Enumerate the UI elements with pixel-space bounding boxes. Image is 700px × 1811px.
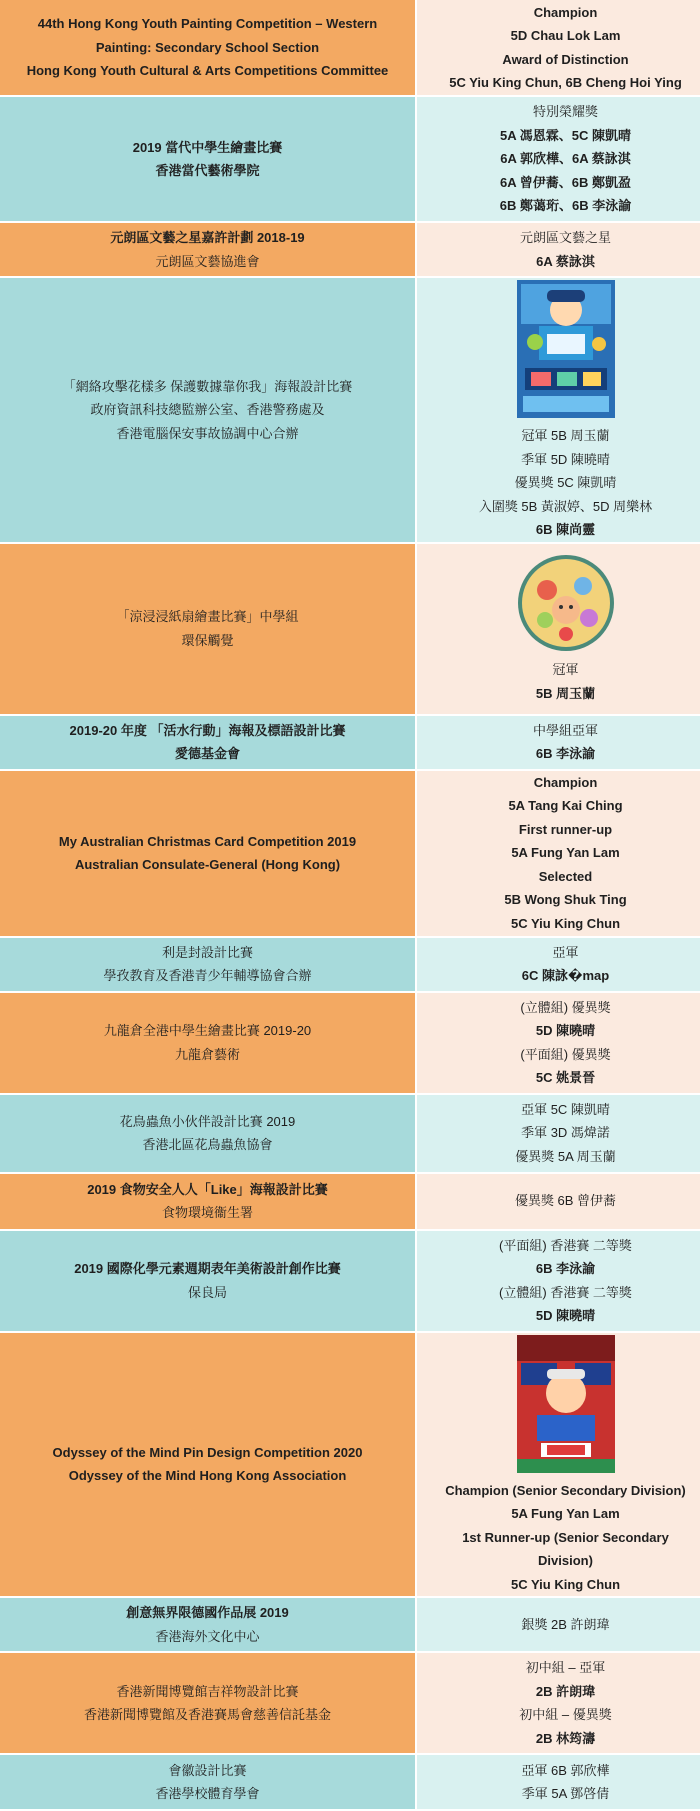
award-winner: 6B 李泳諭 [535,746,596,761]
award-winner: 亞軍 5C 陳凱晴 [521,1101,610,1117]
cyber-security-poster-image [517,280,615,418]
competition-cell [0,1597,416,1652]
competition-cell [0,1230,416,1332]
competition-cell [0,0,416,96]
award-winner: 5A Fung Yan Lam [511,845,620,861]
competition-organizer: 香港當代藝術學院 [155,163,260,178]
award-title: (立體組) 優異獎 [520,999,611,1015]
award-winner: 季軍 3D 馮煒諾 [521,1125,610,1141]
award-row [0,1652,700,1754]
competition-organizer: Australian Consulate-General (Hong Kong) [74,857,341,872]
award-winner: 5D 陳曉晴 [535,1023,596,1038]
competition-organizer: 香港新聞博覽館及香港賽馬會慈善信託基金 [83,1707,331,1722]
award-winner: 優異獎 5A 周玉蘭 [515,1148,616,1164]
competition-name: 創意無界限德國作品展 2019 [126,1605,289,1620]
fan-painting-image [517,554,615,652]
award-winner: 5D 陳曉晴 [535,1308,596,1323]
award-row [0,937,700,992]
competition-name: 會徽設計比賽 [168,1762,247,1778]
award-cell [416,96,700,222]
award-row [0,96,700,222]
award-title: Selected [538,868,593,884]
award-cell [416,1230,700,1332]
award-winner: 入圍獎 5B 黃淑婷、5D 周樂林 [478,498,653,514]
competition-cell [0,937,416,992]
award-winner: 5A Tang Kai Ching [508,798,623,814]
award-cell [416,0,700,96]
award-cell [416,543,700,715]
award-row [0,1754,700,1810]
award-winner: 5A Fung Yan Lam [511,1506,620,1521]
award-winner: 5A 馮恩霖、5C 陳凱晴 [500,127,631,143]
award-cell [416,770,700,937]
award-winner: 5C 姚景晉 [535,1070,596,1085]
award-winner: 冠軍 5B 周玉蘭 [521,428,610,443]
award-title: Division) [538,1553,593,1568]
award-winner: 5B Wong Shuk Ting [504,892,627,908]
competition-name: 九龍倉全港中學生繪畫比賽 2019-20 [103,1023,312,1038]
award-winner: 銀獎 2B 許朗瑋 [521,1616,610,1632]
award-row [0,277,700,543]
award-row [0,1230,700,1332]
competition-cell [0,992,416,1094]
competition-cell [0,715,416,770]
award-cell [416,1597,700,1652]
competition-name: 「網絡攻擊花樣多 保護數據靠你我」海報設計比賽 [62,378,353,394]
award-row [0,715,700,770]
award-winner: 5B 周玉蘭 [535,685,596,701]
competition-organizer: 環保觸覺 [181,632,234,648]
competition-organizer: 保良局 [187,1284,227,1300]
award-winner: 6A 蔡詠淇 [536,253,595,269]
competition-name: Painting: Secondary School Section [95,39,320,55]
award-title: 1st Runner-up (Senior Secondary [462,1529,669,1545]
award-winner: 5C Yiu King Chun [510,1576,621,1592]
competition-organizer: 食物環境衞生署 [161,1205,253,1220]
competition-organizer: 香港北區花鳥蟲魚協會 [142,1137,273,1152]
xmas-pin-design-image [517,1335,615,1473]
award-winner: 2B 林筠濤 [535,1730,596,1746]
award-winner: 季軍 5D 陳曉晴 [521,451,610,467]
award-title: Champion [533,774,598,790]
award-cell [416,1754,700,1810]
competition-name: 香港新聞博覽館吉祥物設計比賽 [116,1683,299,1699]
award-cell [416,277,700,543]
award-row [0,1173,700,1230]
competition-name: 花鳥蟲魚小伙伴設計比賽 2019 [119,1113,296,1129]
competition-organizer: Hong Kong Youth Cultural & Arts Competitions Committee [26,63,389,79]
competition-name: Odyssey of the Mind Pin Design Competition 2020 [52,1444,363,1460]
award-winner: 5C Yiu King Chun [510,915,621,931]
award-winner: 6B 陳尚靈 [535,522,596,537]
award-cell [416,992,700,1094]
award-cell [416,1094,700,1173]
award-winner: 6B 李泳諭 [535,1261,596,1276]
award-title: 亞軍 [552,944,579,960]
competition-name: 元朗區文藝之星嘉許計劃 2018-19 [110,230,305,245]
competition-cell [0,277,416,543]
competition-cell [0,1754,416,1810]
award-row [0,222,700,277]
competition-cell [0,1332,416,1598]
award-winner: 6C 陳詠�map [521,968,610,983]
award-row [0,992,700,1094]
competition-cell [0,543,416,715]
award-winner: 優異獎 5C 陳凱晴 [514,475,617,490]
award-title: 元朗區文藝之星 [519,230,611,245]
competition-cell [0,770,416,937]
competition-name: 「涼浸浸紙扇繪畫比賽」中學組 [116,609,299,624]
competition-cell [0,1652,416,1754]
award-row [0,1094,700,1173]
award-winner: 優異獎 6B 曾伊蕎 [514,1193,617,1209]
award-title: Champion (Senior Secondary Division) [445,1482,686,1498]
competition-organizer: 愛德基金會 [174,746,240,761]
award-title: 中學組亞軍 [532,722,598,738]
award-winner: 5D Chau Lok Lam [510,28,621,43]
award-winner: 6A 郭欣樺、6A 蔡詠淇 [500,151,631,167]
award-title: (平面組) 香港賽 二等獎 [499,1237,632,1253]
award-cell [416,1652,700,1754]
award-title: Champion [533,4,598,20]
competition-name: My Australian Christmas Card Competition 2019 [58,833,357,849]
award-winner: 6B 鄭蔼珩、6B 李泳諭 [499,198,632,214]
award-title: 冠軍 [552,662,579,677]
competition-cell [0,1173,416,1230]
award-row [0,1332,700,1598]
award-cell [416,1332,700,1598]
competition-cell [0,222,416,277]
award-winner: 亞軍 6B 郭欣樺 [521,1762,610,1778]
award-title: (立體組) 香港賽 二等獎 [499,1284,632,1300]
award-cell [416,1173,700,1230]
competition-name: 2019 國際化學元素週期表年美術設計創作比賽 [74,1261,341,1276]
award-title: Award of Distinction [502,51,629,67]
competition-name: 2019-20 年度 「活水行動」海報及標語設計比賽 [69,722,346,738]
award-row [0,770,700,937]
competition-organizer: 政府資訊科技總監辦公室、香港警務處及 [90,402,325,417]
competition-organizer: 香港學校體育學會 [155,1786,260,1801]
award-winner: 6A 曾伊蕎、6B 鄭凱盈 [500,174,631,190]
award-winner: 5C Yiu King Chun, 6B Cheng Hoi Ying [449,75,682,90]
award-cell [416,222,700,277]
award-winner: 2B 許朗瑋 [535,1683,596,1699]
competition-name: 2019 當代中學生繪畫比賽 [132,139,283,155]
competition-cell [0,1094,416,1173]
award-title: 特別榮耀獎 [532,104,598,120]
competition-organizer: Odyssey of the Mind Hong Kong Association [68,1468,347,1484]
award-title: First runner-up [518,821,613,837]
award-winner: 季軍 5A 鄧啓倩 [521,1786,610,1801]
competition-name: 44th Hong Kong Youth Painting Competition – Western [37,16,378,32]
award-row [0,0,700,96]
award-cell [416,715,700,770]
award-row [0,1597,700,1652]
award-row [0,543,700,715]
competition-cell [0,96,416,222]
competition-organizer: 九龍倉藝術 [174,1046,240,1062]
award-title: 初中組 – 優異獎 [519,1707,612,1722]
competition-organizer: 元朗區文藝協進會 [155,253,260,269]
competition-name: 2019 食物安全人人「Like」海報設計比賽 [87,1181,328,1197]
award-cell [416,937,700,992]
competition-organizer: 學孜教育及香港青少年輔導協會合辦 [103,968,312,983]
competition-organizer: 香港海外文化中心 [155,1628,260,1644]
award-title: (平面組) 優異獎 [520,1046,611,1062]
competition-name: 利是封設計比賽 [161,944,253,960]
award-title: 初中組 – 亞軍 [525,1660,606,1675]
competition-organizer: 香港電腦保安事故協調中心合辦 [116,425,299,441]
